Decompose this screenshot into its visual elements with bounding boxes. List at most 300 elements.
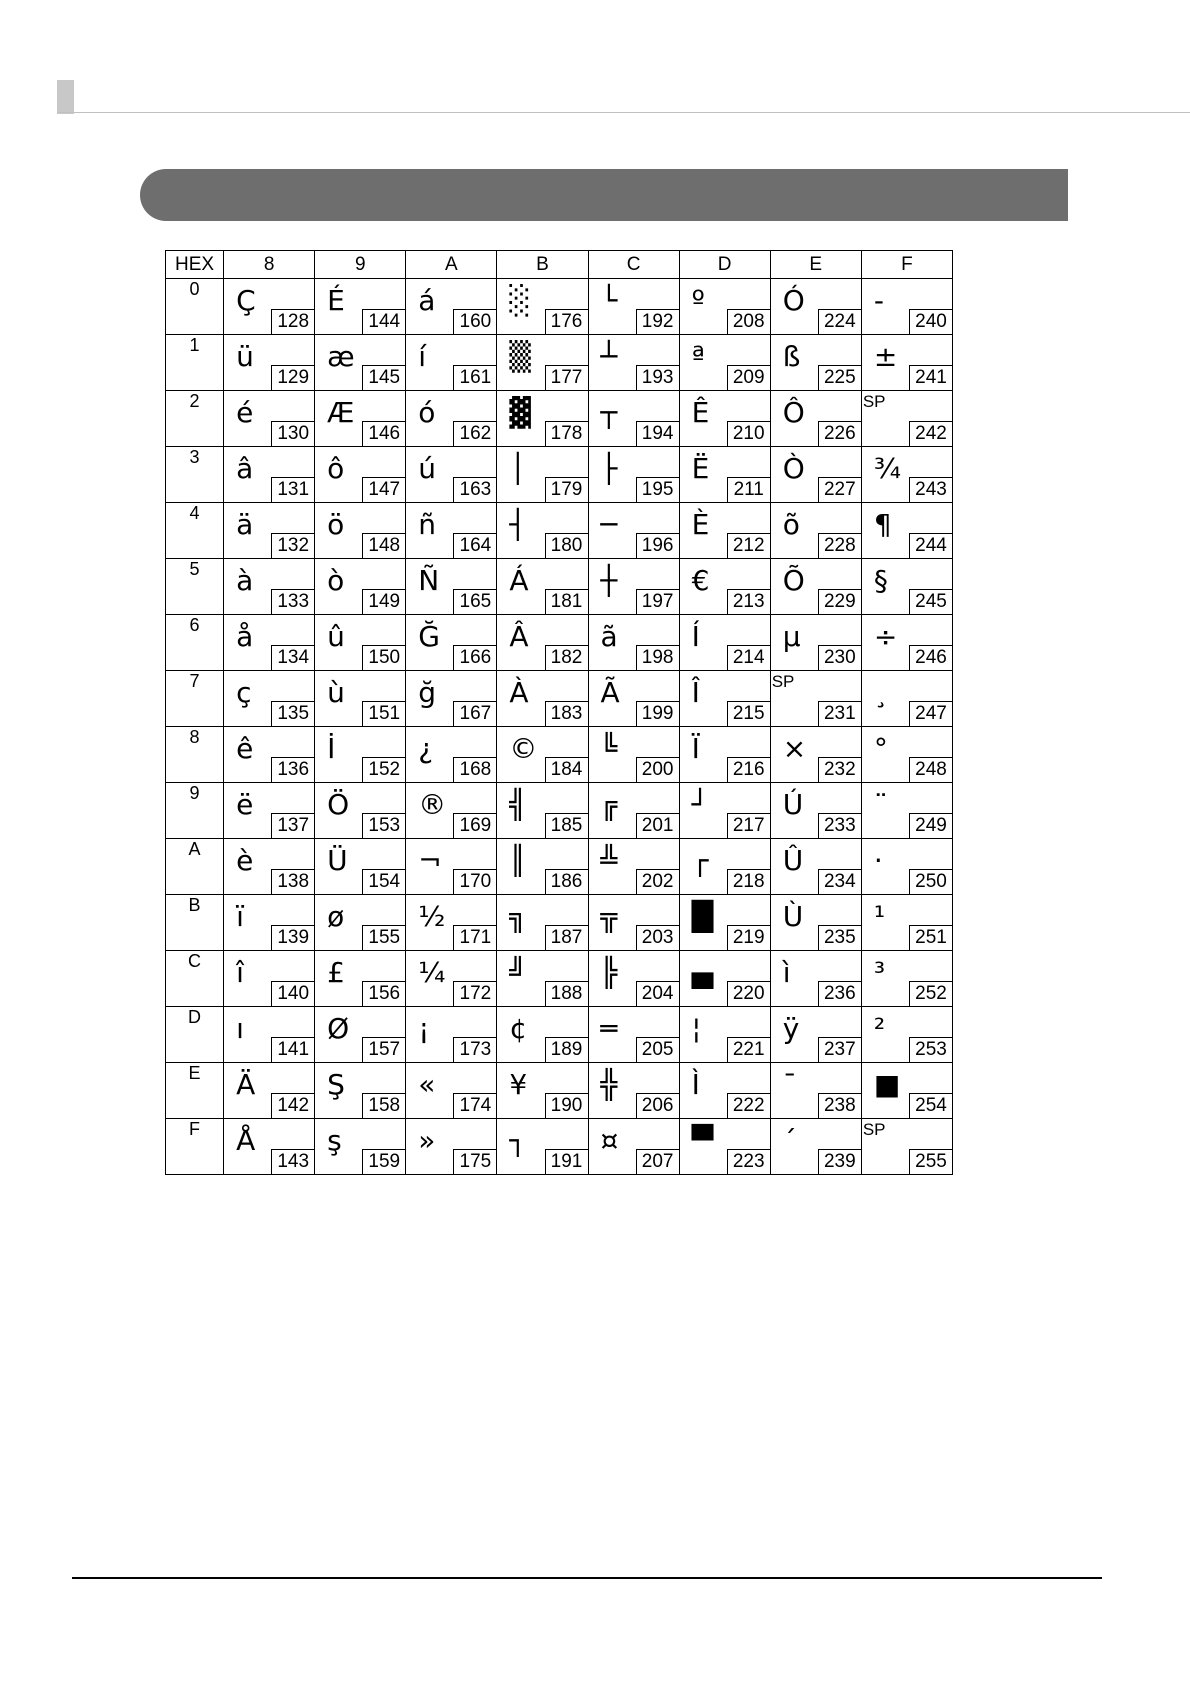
char-code: 140 <box>271 981 314 1006</box>
char-cell <box>406 671 497 727</box>
char-code: 211 <box>727 477 770 502</box>
char-code: 227 <box>818 477 861 502</box>
row-header: 4 <box>166 503 224 559</box>
char-cell <box>406 447 497 503</box>
row-header: 3 <box>166 447 224 503</box>
char-cell <box>497 447 588 503</box>
char-glyph: Ê <box>691 396 710 429</box>
char-glyph: ± <box>873 340 898 373</box>
char-cell <box>861 615 952 671</box>
char-glyph: ¢ <box>509 1012 528 1045</box>
char-code: 194 <box>636 421 679 446</box>
char-cell <box>224 1007 315 1063</box>
char-glyph: è <box>236 844 254 877</box>
char-glyph: ╝ <box>509 956 527 989</box>
char-cell <box>315 559 406 615</box>
char-glyph: ╔ <box>600 788 618 821</box>
char-glyph: í <box>418 340 427 373</box>
char-glyph: ─ <box>600 508 618 541</box>
char-code: 249 <box>909 813 952 838</box>
char-cell <box>861 951 952 1007</box>
char-cell <box>861 1007 952 1063</box>
char-code: 236 <box>818 981 861 1006</box>
char-cell <box>770 615 861 671</box>
char-cell <box>679 279 770 335</box>
char-code: 167 <box>453 701 496 726</box>
char-glyph: Æ <box>327 396 355 429</box>
char-cell <box>497 1063 588 1119</box>
section-heading-bar <box>140 169 1068 221</box>
char-cell <box>497 951 588 1007</box>
char-cell <box>406 335 497 391</box>
char-glyph: ┘ <box>691 788 709 821</box>
char-glyph: û <box>327 620 345 653</box>
char-code: 253 <box>909 1037 952 1062</box>
char-code: 222 <box>727 1093 770 1118</box>
char-cell <box>224 559 315 615</box>
char-glyph: ┌ <box>691 844 709 877</box>
char-cell <box>406 951 497 1007</box>
char-glyph: Ö <box>327 788 350 821</box>
char-code: 152 <box>362 757 405 782</box>
char-code: 148 <box>362 533 405 558</box>
char-code: 174 <box>453 1093 496 1118</box>
char-glyph: é <box>236 396 254 429</box>
char-cell <box>315 503 406 559</box>
table-row <box>166 895 953 951</box>
char-code: 200 <box>636 757 679 782</box>
char-code: 177 <box>545 365 588 390</box>
char-code: 205 <box>636 1037 679 1062</box>
char-cell <box>588 503 679 559</box>
char-code: 141 <box>271 1037 314 1062</box>
char-glyph: ╣ <box>509 788 527 821</box>
char-glyph: Î <box>691 676 700 709</box>
char-code: 237 <box>818 1037 861 1062</box>
row-header: 8 <box>166 727 224 783</box>
char-code: 144 <box>362 309 405 334</box>
char-code: 163 <box>453 477 496 502</box>
char-cell <box>497 391 588 447</box>
char-cell <box>315 1119 406 1175</box>
char-code: 212 <box>727 533 770 558</box>
char-cell <box>861 503 952 559</box>
char-cell <box>588 447 679 503</box>
table-row <box>166 783 953 839</box>
char-cell <box>679 391 770 447</box>
char-cell <box>315 839 406 895</box>
char-code: 146 <box>362 421 405 446</box>
char-glyph: ¼ <box>418 956 446 989</box>
char-glyph: ç <box>236 676 252 709</box>
table-row <box>166 391 953 447</box>
row-header: F <box>166 1119 224 1175</box>
char-glyph: À <box>509 676 529 709</box>
char-code: 230 <box>818 645 861 670</box>
char-glyph: Ä <box>236 1068 256 1101</box>
char-cell <box>770 279 861 335</box>
char-cell <box>406 727 497 783</box>
char-glyph: ┬ <box>600 396 618 429</box>
char-glyph: ■ <box>873 1068 901 1101</box>
char-glyph: Ø <box>327 1012 350 1045</box>
char-glyph: ¡ <box>418 1012 430 1045</box>
char-code: 197 <box>636 589 679 614</box>
table-row <box>166 279 953 335</box>
char-glyph: Ù <box>782 900 804 933</box>
row-header: C <box>166 951 224 1007</box>
char-glyph: º <box>691 284 705 317</box>
char-cell <box>679 839 770 895</box>
table-row <box>166 1063 953 1119</box>
char-cell <box>679 1119 770 1175</box>
char-glyph: ° <box>873 732 888 765</box>
char-cell <box>497 727 588 783</box>
char-glyph: ï <box>236 900 244 933</box>
char-code: 179 <box>545 477 588 502</box>
char-code: 133 <box>271 589 314 614</box>
char-cell <box>497 335 588 391</box>
char-code: 203 <box>636 925 679 950</box>
char-glyph: Ü <box>327 844 348 877</box>
char-cell <box>406 1063 497 1119</box>
char-code: 238 <box>818 1093 861 1118</box>
char-code: 198 <box>636 645 679 670</box>
char-cell <box>497 279 588 335</box>
char-glyph: ╬ <box>600 1068 618 1101</box>
char-code: 161 <box>453 365 496 390</box>
char-glyph: Í <box>691 620 700 653</box>
char-cell <box>770 1007 861 1063</box>
char-glyph: Ç <box>236 284 256 317</box>
char-glyph: » <box>418 1124 436 1157</box>
char-glyph: ║ <box>509 844 527 877</box>
char-cell <box>861 1063 952 1119</box>
char-code: 215 <box>727 701 770 726</box>
row-header: 1 <box>166 335 224 391</box>
char-glyph: ² <box>873 1012 886 1045</box>
char-cell <box>315 727 406 783</box>
row-header: E <box>166 1063 224 1119</box>
char-cell <box>679 1007 770 1063</box>
char-code: 219 <box>727 925 770 950</box>
footer-rule <box>72 1577 1102 1579</box>
char-code: 145 <box>362 365 405 390</box>
char-glyph: € <box>691 564 710 597</box>
char-cell <box>315 783 406 839</box>
char-glyph: Ï <box>691 732 700 765</box>
char-glyph: å <box>236 620 254 653</box>
hex-header: HEX <box>166 251 224 279</box>
char-glyph: - <box>873 284 884 317</box>
char-code: 171 <box>453 925 496 950</box>
char-cell <box>770 1119 861 1175</box>
char-cell <box>224 951 315 1007</box>
char-glyph: ã <box>600 620 618 653</box>
char-code: 180 <box>545 533 588 558</box>
char-code: 228 <box>818 533 861 558</box>
char-cell <box>588 783 679 839</box>
char-glyph: ┤ <box>509 508 527 541</box>
char-code: 251 <box>909 925 952 950</box>
char-code: 132 <box>271 533 314 558</box>
char-glyph: Ñ <box>418 564 440 597</box>
char-cell <box>588 335 679 391</box>
row-header: B <box>166 895 224 951</box>
char-code: 139 <box>271 925 314 950</box>
char-cell <box>679 559 770 615</box>
char-glyph: SP <box>862 392 886 411</box>
char-cell <box>224 1063 315 1119</box>
char-glyph: ó <box>418 396 436 429</box>
char-code: 218 <box>727 869 770 894</box>
table-row <box>166 1007 953 1063</box>
char-code: 209 <box>727 365 770 390</box>
char-code: 136 <box>271 757 314 782</box>
char-glyph: ¦ <box>691 1012 702 1045</box>
char-glyph: ü <box>236 340 254 373</box>
char-cell <box>679 895 770 951</box>
char-code: 187 <box>545 925 588 950</box>
char-cell <box>224 783 315 839</box>
char-glyph: ┼ <box>600 564 618 597</box>
char-glyph: « <box>418 1068 436 1101</box>
char-cell <box>315 279 406 335</box>
char-code: 131 <box>271 477 314 502</box>
char-cell <box>406 503 497 559</box>
table-row <box>166 839 953 895</box>
row-header: 2 <box>166 391 224 447</box>
char-code: 255 <box>909 1149 952 1174</box>
char-code: 229 <box>818 589 861 614</box>
char-cell <box>406 559 497 615</box>
char-glyph: ¯ <box>782 1068 797 1101</box>
char-code: 217 <box>727 813 770 838</box>
char-code: 130 <box>271 421 314 446</box>
char-cell <box>588 1007 679 1063</box>
char-glyph: İ <box>327 732 336 765</box>
char-code: 239 <box>818 1149 861 1174</box>
char-glyph: ñ <box>418 508 437 541</box>
char-cell <box>315 335 406 391</box>
char-code: 206 <box>636 1093 679 1118</box>
char-glyph: ├ <box>600 452 618 485</box>
char-code: 244 <box>909 533 952 558</box>
char-code: 138 <box>271 869 314 894</box>
char-glyph: § <box>873 564 888 597</box>
header-row <box>166 251 953 279</box>
char-glyph: ë <box>236 788 254 821</box>
char-cell <box>224 335 315 391</box>
char-cell <box>588 1063 679 1119</box>
table-row <box>166 671 953 727</box>
char-glyph: ú <box>418 452 437 485</box>
header-rule <box>57 112 1190 113</box>
char-cell <box>770 503 861 559</box>
row-header: 0 <box>166 279 224 335</box>
char-code: 247 <box>909 701 952 726</box>
char-code: 223 <box>727 1149 770 1174</box>
char-cell <box>224 671 315 727</box>
char-code: 142 <box>271 1093 314 1118</box>
char-code: 184 <box>545 757 588 782</box>
char-glyph: ÿ <box>782 1012 800 1045</box>
char-cell <box>497 895 588 951</box>
char-cell <box>679 1063 770 1119</box>
char-glyph: ´ <box>782 1124 797 1157</box>
char-glyph: à <box>236 564 254 597</box>
char-cell <box>315 447 406 503</box>
char-cell <box>770 839 861 895</box>
char-cell <box>770 391 861 447</box>
char-code: 175 <box>453 1149 496 1174</box>
char-glyph: ¥ <box>509 1068 528 1101</box>
char-code: 208 <box>727 309 770 334</box>
char-glyph: SP <box>862 1120 886 1139</box>
char-cell <box>861 335 952 391</box>
char-code: 213 <box>727 589 770 614</box>
char-glyph: Á <box>509 564 529 597</box>
char-cell <box>861 895 952 951</box>
char-glyph: ø <box>327 900 345 933</box>
char-glyph: ╚ <box>600 732 618 765</box>
char-glyph: × <box>782 732 807 765</box>
char-code: 199 <box>636 701 679 726</box>
char-code: 226 <box>818 421 861 446</box>
char-code: 193 <box>636 365 679 390</box>
char-code: 225 <box>818 365 861 390</box>
char-glyph: ş <box>327 1124 342 1157</box>
char-code: 192 <box>636 309 679 334</box>
char-code: 245 <box>909 589 952 614</box>
table-row <box>166 951 953 1007</box>
char-cell <box>770 671 861 727</box>
table-row <box>166 615 953 671</box>
char-glyph: Ã <box>600 676 620 709</box>
char-glyph: â <box>236 452 254 485</box>
char-cell <box>861 391 952 447</box>
table-row <box>166 335 953 391</box>
char-code: 241 <box>909 365 952 390</box>
row-header: 5 <box>166 559 224 615</box>
char-code: 191 <box>545 1149 588 1174</box>
column-header: E <box>770 251 861 279</box>
char-cell <box>770 559 861 615</box>
char-cell <box>588 1119 679 1175</box>
table-row <box>166 559 953 615</box>
char-cell <box>406 895 497 951</box>
char-glyph: ┴ <box>600 340 618 373</box>
char-code: 196 <box>636 533 679 558</box>
char-code: 189 <box>545 1037 588 1062</box>
char-glyph: ö <box>327 508 345 541</box>
char-glyph: ª <box>691 340 705 373</box>
char-cell <box>770 783 861 839</box>
char-code: 188 <box>545 981 588 1006</box>
char-cell <box>861 559 952 615</box>
char-cell <box>861 447 952 503</box>
char-code: 201 <box>636 813 679 838</box>
table-row <box>166 503 953 559</box>
char-code: 147 <box>362 477 405 502</box>
char-glyph: Ú <box>782 788 804 821</box>
char-glyph: ▄ <box>691 956 714 989</box>
char-cell <box>406 783 497 839</box>
char-cell <box>497 783 588 839</box>
char-glyph: ╦ <box>600 900 618 933</box>
char-code: 154 <box>362 869 405 894</box>
char-glyph: ┐ <box>509 1124 527 1157</box>
char-cell <box>588 727 679 783</box>
char-cell <box>315 895 406 951</box>
char-glyph: ô <box>327 452 345 485</box>
char-cell <box>679 447 770 503</box>
char-glyph: ù <box>327 676 345 709</box>
char-code: 176 <box>545 309 588 334</box>
char-glyph: Ì <box>691 1068 700 1101</box>
char-glyph: Ğ <box>418 620 440 653</box>
column-header: B <box>497 251 588 279</box>
char-glyph: SP <box>771 672 795 691</box>
char-cell <box>861 783 952 839</box>
char-cell <box>315 1007 406 1063</box>
char-cell <box>406 839 497 895</box>
char-code: 164 <box>453 533 496 558</box>
char-cell <box>770 447 861 503</box>
char-cell <box>224 895 315 951</box>
char-glyph: É <box>327 284 345 317</box>
char-code: 162 <box>453 421 496 446</box>
char-code: 186 <box>545 869 588 894</box>
char-cell <box>497 671 588 727</box>
char-code: 231 <box>818 701 861 726</box>
char-glyph: ä <box>236 508 254 541</box>
char-cell <box>679 671 770 727</box>
row-header: 9 <box>166 783 224 839</box>
char-glyph: È <box>691 508 710 541</box>
char-glyph: ╗ <box>509 900 527 933</box>
char-code: 158 <box>362 1093 405 1118</box>
char-cell <box>679 727 770 783</box>
char-cell <box>224 503 315 559</box>
char-cell <box>679 335 770 391</box>
char-glyph: õ <box>782 508 800 541</box>
char-code: 178 <box>545 421 588 446</box>
char-code: 248 <box>909 757 952 782</box>
row-header: A <box>166 839 224 895</box>
char-glyph: ÷ <box>873 620 898 653</box>
char-code: 168 <box>453 757 496 782</box>
char-glyph: ì <box>782 956 791 989</box>
char-cell <box>497 503 588 559</box>
char-code: 235 <box>818 925 861 950</box>
char-cell <box>224 279 315 335</box>
char-cell <box>224 447 315 503</box>
char-cell <box>224 391 315 447</box>
char-code: 160 <box>453 309 496 334</box>
char-code: 170 <box>453 869 496 894</box>
char-cell <box>315 671 406 727</box>
char-cell <box>861 727 952 783</box>
char-code: 240 <box>909 309 952 334</box>
char-glyph: µ <box>782 620 801 653</box>
char-cell <box>770 1063 861 1119</box>
char-glyph: └ <box>600 284 618 317</box>
char-glyph: æ <box>327 340 355 373</box>
char-code: 165 <box>453 589 496 614</box>
char-glyph: Ó <box>782 284 805 317</box>
char-glyph: ò <box>327 564 345 597</box>
